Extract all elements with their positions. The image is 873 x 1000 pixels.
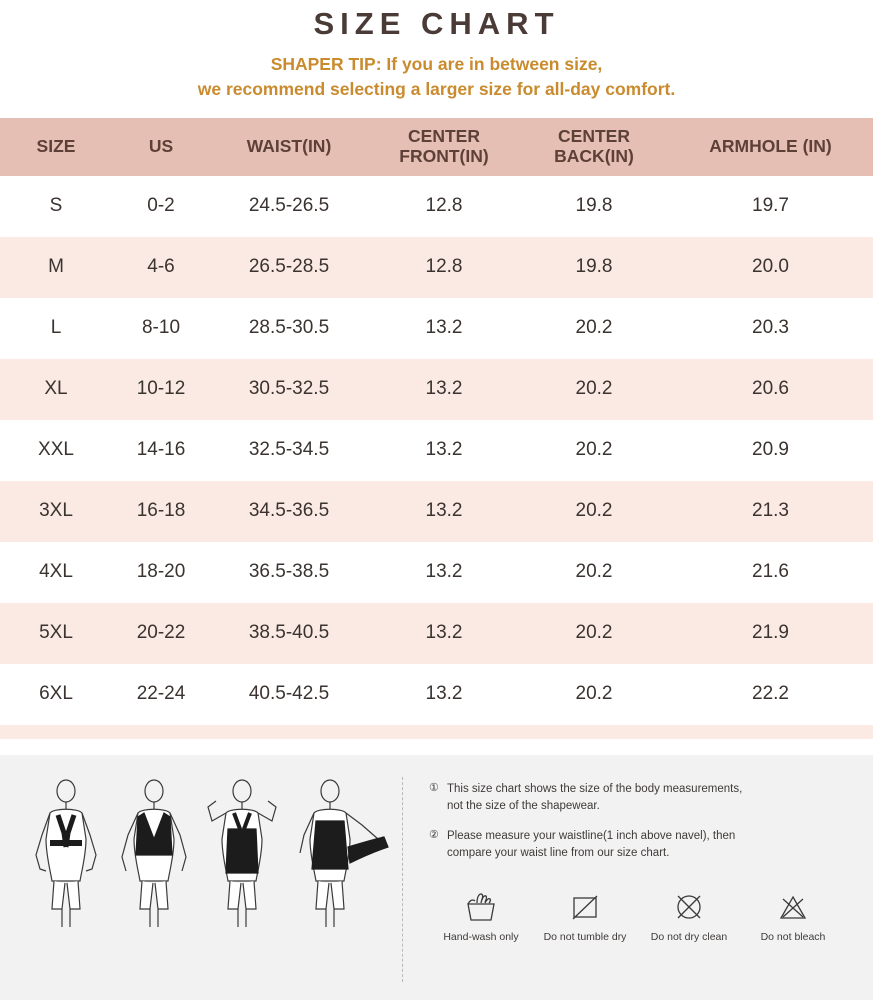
- cell-center-front: 13.2: [425, 439, 463, 461]
- figure-illustrations: [0, 755, 402, 1000]
- cell-us: 14-16: [136, 439, 186, 461]
- cell-us: 8-10: [141, 317, 181, 339]
- shaper-tip-line-1: SHAPER TIP: If you are in between size,: [270, 54, 603, 74]
- cell-size: M: [48, 256, 64, 278]
- column-header-waist: WAIST(IN): [210, 118, 368, 176]
- cell-size: S: [49, 195, 63, 217]
- column-header-center-back: CENTER BACK(IN): [520, 118, 668, 176]
- cell-us: 4-6: [147, 256, 175, 278]
- table-bottom-band-cell: [0, 725, 873, 739]
- cell-center-back: 20.2: [575, 683, 613, 705]
- cell-center-front: 13.2: [425, 561, 463, 583]
- cell-center-back: 20.2: [575, 439, 613, 461]
- no-bleach-icon: [776, 882, 810, 924]
- cell-us: 22-24: [136, 683, 186, 705]
- table-bottom-band: [0, 725, 873, 739]
- cell-us: 16-18: [136, 500, 186, 522]
- cell-center-back: 20.2: [575, 500, 613, 522]
- cell-armhole: 21.6: [752, 561, 789, 583]
- note-item: [429, 781, 851, 814]
- cell-armhole: 20.6: [752, 378, 789, 400]
- table-row: [0, 603, 873, 664]
- care-label: Do not tumble dry: [543, 930, 627, 943]
- cell-size: 6XL: [39, 683, 73, 705]
- column-header-size: SIZE: [0, 118, 112, 176]
- care-item-no-dry-clean: [637, 882, 741, 943]
- note-text: [447, 781, 742, 814]
- note-line-1: Please measure your waistline(1 inch above navel), then: [447, 830, 736, 843]
- table-row: [0, 237, 873, 298]
- cell-us: 10-12: [136, 378, 186, 400]
- cell-center-front: 13.2: [425, 622, 463, 644]
- table-row: [0, 664, 873, 725]
- figure-2: [122, 780, 186, 927]
- table-row: [0, 420, 873, 481]
- cell-size: L: [50, 317, 62, 339]
- table-row: [0, 359, 873, 420]
- cell-armhole: 20.0: [752, 256, 789, 278]
- size-table-wrapper: [0, 118, 873, 739]
- cell-center-back: 20.2: [575, 622, 613, 644]
- cell-armhole: 21.3: [752, 500, 789, 522]
- cell-waist: 36.5-38.5: [248, 561, 330, 583]
- notes-section: [403, 755, 873, 1000]
- care-item-no-bleach: [741, 882, 845, 943]
- no-tumble-dry-icon: [568, 882, 602, 924]
- cell-waist: 38.5-40.5: [248, 622, 330, 644]
- cell-size: 3XL: [39, 500, 73, 522]
- cell-waist: 26.5-28.5: [248, 256, 330, 278]
- care-label: Do not dry clean: [650, 930, 728, 943]
- care-item-hand-wash: [429, 882, 533, 943]
- cell-center-back: 20.2: [575, 561, 613, 583]
- size-table-body: [0, 176, 873, 739]
- cell-center-front: 13.2: [425, 378, 463, 400]
- header: [0, 0, 873, 102]
- cell-center-front: 13.2: [425, 317, 463, 339]
- table-row: [0, 298, 873, 359]
- cell-center-back: 20.2: [575, 378, 613, 400]
- cell-size: XL: [44, 378, 68, 400]
- size-table: [0, 118, 873, 739]
- shaper-tip-line-2: we recommend selecting a larger size for all-day comfort.: [197, 78, 676, 99]
- cell-armhole: 20.9: [752, 439, 789, 461]
- cell-waist: 24.5-26.5: [248, 195, 330, 217]
- shapewear-figures-svg: [6, 777, 396, 952]
- cell-waist: 34.5-36.5: [248, 500, 330, 522]
- size-table-head: [0, 118, 873, 176]
- figure-3: [208, 780, 276, 927]
- note-line-1: This size chart shows the size of the body measurements,: [447, 783, 743, 795]
- cell-waist: 32.5-34.5: [248, 439, 330, 461]
- cell-us: 0-2: [147, 195, 175, 217]
- cell-us: 20-22: [136, 622, 186, 644]
- column-header-armhole: ARMHOLE (IN): [668, 118, 873, 176]
- cell-us: 18-20: [136, 561, 186, 583]
- cell-waist: 28.5-30.5: [248, 317, 330, 339]
- cell-armhole: 19.7: [752, 195, 789, 217]
- cell-waist: 30.5-32.5: [248, 378, 330, 400]
- note-line-2: not the size of the shapewear.: [447, 799, 600, 812]
- table-row: [0, 542, 873, 603]
- hand-wash-icon: [463, 882, 499, 924]
- cell-center-back: 20.2: [575, 317, 613, 339]
- cell-size: 4XL: [39, 561, 73, 583]
- cell-size: XXL: [38, 439, 74, 461]
- cell-waist: 40.5-42.5: [248, 683, 330, 705]
- note-marker: ②: [429, 829, 439, 842]
- cell-center-front: 13.2: [425, 683, 463, 705]
- footer-panel: [0, 755, 873, 1000]
- cell-center-front: 13.2: [425, 500, 463, 522]
- note-line-2: compare your waist line from our size chart.: [447, 847, 670, 860]
- note-text: [447, 828, 735, 861]
- table-row: [0, 176, 873, 237]
- table-row: [0, 481, 873, 542]
- table-header-row: [0, 118, 873, 176]
- cell-center-front: 12.8: [425, 195, 463, 217]
- column-header-us: US: [112, 118, 210, 176]
- care-label: Hand-wash only: [443, 930, 519, 943]
- column-header-center-front: CENTER FRONT(IN): [368, 118, 520, 176]
- cell-size: 5XL: [39, 622, 73, 644]
- note-item: [429, 828, 851, 861]
- care-label: Do not bleach: [760, 930, 826, 943]
- figure-4: [300, 780, 388, 927]
- no-dry-clean-icon: [672, 882, 706, 924]
- care-item-no-tumble-dry: [533, 882, 637, 943]
- cell-center-front: 12.8: [425, 256, 463, 278]
- cell-center-back: 19.8: [575, 195, 613, 217]
- cell-armhole: 20.3: [752, 317, 789, 339]
- figure-1: [36, 780, 96, 927]
- cell-armhole: 21.9: [752, 622, 789, 644]
- cell-armhole: 22.2: [752, 683, 789, 705]
- shaper-tip: [0, 52, 873, 102]
- page-title: SIZE CHART: [313, 6, 560, 41]
- note-marker: ①: [429, 782, 439, 794]
- care-instructions: [429, 882, 851, 943]
- cell-center-back: 19.8: [575, 256, 613, 278]
